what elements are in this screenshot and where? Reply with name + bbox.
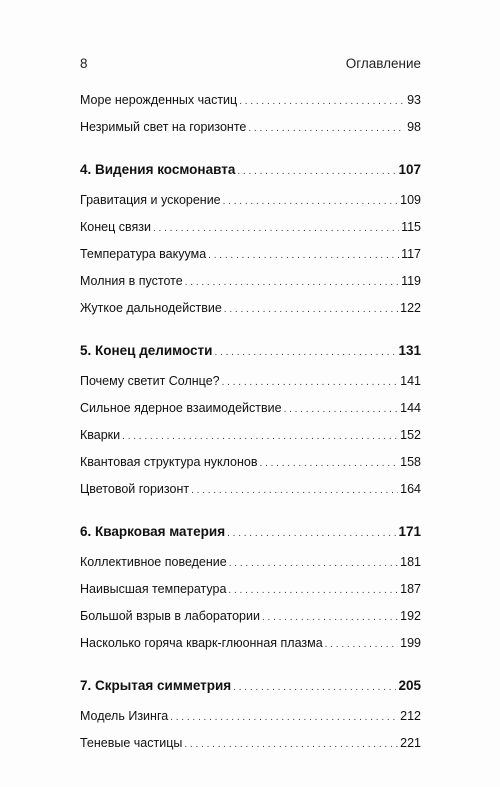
- dot-leader: [191, 481, 398, 499]
- toc-chapter-entry: [80, 343, 421, 361]
- dot-leader: [208, 246, 399, 264]
- dot-leader: [227, 524, 396, 542]
- toc-entry: [80, 273, 421, 291]
- toc-entry-page: 212: [400, 709, 421, 723]
- toc-entry-page: 109: [400, 193, 421, 207]
- toc-entry-page: 152: [400, 428, 421, 442]
- toc-entry-title: 5. Конец делимости: [80, 343, 213, 358]
- toc-entry: [80, 400, 421, 418]
- toc-entry-page: 98: [407, 120, 421, 134]
- dot-leader: [260, 454, 399, 472]
- toc-entry-page: 144: [400, 401, 421, 415]
- toc-entry-page: 187: [400, 582, 421, 596]
- toc-entry: [80, 219, 421, 237]
- toc-entry-title: Кварки: [80, 428, 121, 442]
- toc-entry: [80, 581, 421, 599]
- toc-entry-title: Квантовая структура нуклонов: [80, 455, 258, 469]
- toc-entry: [80, 300, 421, 318]
- toc-entry: [80, 454, 421, 472]
- toc-entry: [80, 246, 421, 264]
- toc-entry-page: 107: [398, 162, 421, 177]
- toc-entry-title: Сильное ядерное взаимодействие: [80, 401, 282, 415]
- toc-entry-title: Незримый свет на горизонте: [80, 120, 247, 134]
- toc-chapter-entry: [80, 678, 421, 696]
- toc-entry-title: Молния в пустоте: [80, 274, 183, 288]
- toc-entry-title: Жуткое дальнодействие: [80, 301, 222, 315]
- toc-entry-title: Гравитация и ускорение: [80, 193, 221, 207]
- toc-entry: [80, 373, 421, 391]
- dot-leader: [170, 708, 398, 726]
- page-number: 8: [80, 56, 88, 71]
- toc-entry-page: 122: [400, 301, 421, 315]
- toc-entry-page: 171: [398, 524, 421, 539]
- table-of-contents: [80, 92, 421, 762]
- toc-entry: [80, 92, 421, 110]
- toc-entry: [80, 427, 421, 445]
- toc-entry-title: Большой взрыв в лаборатории: [80, 609, 260, 623]
- toc-entry: [80, 708, 421, 726]
- dot-leader: [284, 400, 399, 418]
- dot-leader: [228, 581, 398, 599]
- toc-entry-title: Модель Изинга: [80, 709, 169, 723]
- toc-entry-page: 221: [400, 736, 421, 750]
- toc-entry-title: Коллективное поведение: [80, 555, 227, 569]
- toc-entry-title: Температура вакуума: [80, 247, 207, 261]
- toc-entry-page: 205: [398, 678, 421, 693]
- toc-entry-page: 141: [400, 374, 421, 388]
- dot-leader: [223, 192, 399, 210]
- toc-entry-title: 6. Кварковая материя: [80, 524, 226, 539]
- dot-leader: [184, 735, 398, 753]
- dot-leader: [233, 678, 396, 696]
- toc-entry: [80, 554, 421, 572]
- toc-entry-page: 164: [400, 482, 421, 496]
- toc-entry-page: 119: [401, 274, 421, 288]
- toc-chapter-entry: [80, 524, 421, 542]
- toc-entry: [80, 192, 421, 210]
- toc-entry: [80, 608, 421, 626]
- toc-entry-page: 199: [400, 636, 421, 650]
- toc-entry-page: 192: [400, 609, 421, 623]
- toc-entry-title: Почему светит Солнце?: [80, 374, 220, 388]
- running-head: Оглавление: [345, 56, 421, 71]
- dot-leader: [122, 427, 398, 445]
- toc-entry-page: 158: [400, 455, 421, 469]
- toc-entry: [80, 481, 421, 499]
- dot-leader: [325, 635, 398, 653]
- dot-leader: [262, 608, 398, 626]
- dot-leader: [214, 343, 396, 361]
- toc-chapter-entry: [80, 162, 421, 180]
- toc-entry: [80, 119, 421, 137]
- toc-entry-title: Конец связи: [80, 220, 151, 234]
- dot-leader: [248, 119, 405, 137]
- dot-leader: [224, 300, 398, 318]
- dot-leader: [237, 162, 396, 180]
- toc-entry-title: 4. Видения космонавта: [80, 162, 236, 177]
- toc-entry-title: Наивысшая температура: [80, 582, 227, 596]
- toc-entry: [80, 635, 421, 653]
- dot-leader: [153, 219, 399, 237]
- toc-entry-title: Теневые частицы: [80, 736, 183, 750]
- toc-entry-page: 131: [398, 343, 421, 358]
- dot-leader: [222, 373, 399, 391]
- toc-entry-title: Насколько горяча кварк-глюонная плазма: [80, 636, 323, 650]
- dot-leader: [229, 554, 398, 572]
- toc-entry-page: 115: [401, 220, 421, 234]
- toc-entry-title: 7. Скрытая симметрия: [80, 678, 232, 693]
- dot-leader: [185, 273, 399, 291]
- toc-entry: [80, 735, 421, 753]
- toc-entry-title: Море нерожденных частиц: [80, 93, 238, 107]
- toc-entry-page: 93: [407, 93, 421, 107]
- toc-entry-page: 181: [400, 555, 421, 569]
- toc-entry-page: 117: [401, 247, 421, 261]
- toc-entry-title: Цветовой горизонт: [80, 482, 190, 496]
- dot-leader: [239, 92, 405, 110]
